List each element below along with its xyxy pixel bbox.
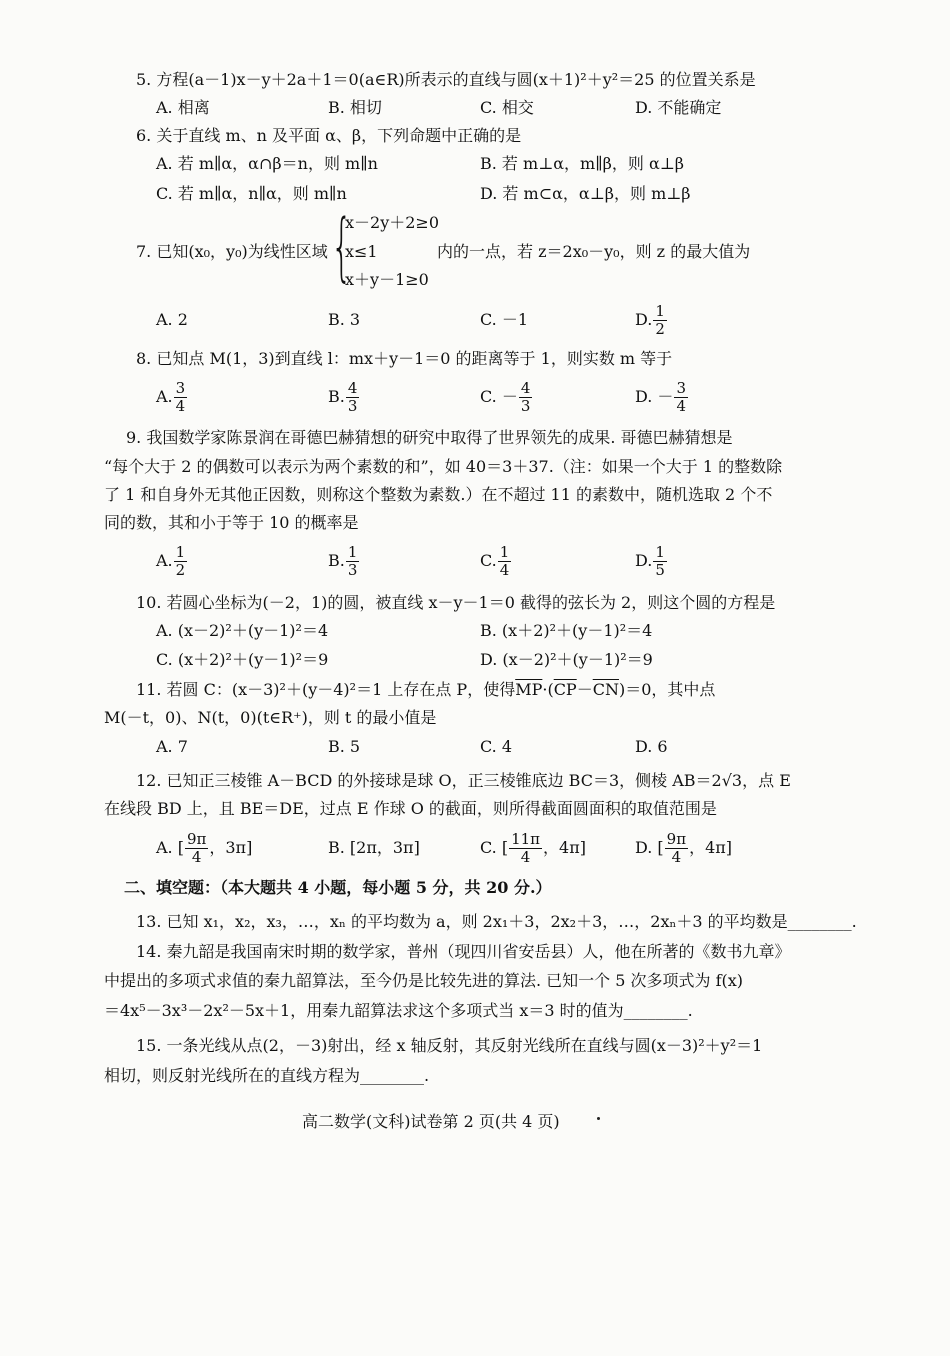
q13-text: 13. 已知 x₁，x₂，x₃，…，xₙ 的平均数为 a，则 2x₁＋3，2x₂＋3，…，2xₙ＋3 的平均数是________. — [136, 912, 857, 931]
numerator: 1 — [175, 543, 186, 561]
option-label: A. [ — [156, 838, 184, 857]
q11-option-d: D. 6 — [635, 737, 668, 756]
numerator: 11π — [511, 830, 541, 848]
q7-option-a: A. 2 — [156, 310, 188, 329]
q7-condition-2: x≤1 — [345, 242, 378, 261]
option-label: D. — [635, 551, 653, 570]
q5-option-d: D. 不能确定 — [635, 98, 722, 117]
fraction — [174, 381, 188, 414]
numerator: 4 — [347, 379, 358, 397]
q7-stem-suffix: 内的一点，若 z＝2x₀－y₀，则 z 的最大值为 — [437, 242, 751, 261]
q8-option-a — [156, 377, 188, 417]
q11-text-b: ·( — [542, 680, 554, 699]
q11-line-1 — [136, 680, 715, 700]
q5-option-b: B. 相切 — [328, 98, 382, 117]
option-label: D. － — [635, 387, 674, 406]
q11-line-2: M(－t，0)、N(t，0)(t∈R⁺)，则 t 的最小值是 — [104, 708, 437, 727]
fraction — [174, 545, 188, 578]
q7-option-d-fraction — [653, 304, 667, 337]
q7-option-d-label: D. — [635, 310, 653, 329]
q6-stem: 6. 关于直线 m、n 及平面 α、β，下列命题中正确的是 — [136, 126, 522, 145]
q15-line-1: 15. 一条光线从点(2，－3)射出，经 x 轴反射，其反射光线所在直线与圆(x－3)²＋y²＝1 — [136, 1036, 763, 1055]
q11-option-c: C. 4 — [480, 737, 513, 756]
denominator: 4 — [175, 397, 186, 415]
q8-option-c — [480, 377, 533, 417]
q7-stem-prefix: 7. 已知(x₀，y₀)为线性区域 — [136, 242, 328, 261]
q11-text-d: )＝0，其中点 — [618, 680, 716, 699]
fraction — [346, 545, 360, 578]
q7-option-b: B. 3 — [328, 310, 361, 329]
q5-stem: 5. 方程(a－1)x－y＋2a＋1＝0(a∈R)所表示的直线与圆(x＋1)²＋y²＝25 的位置关系是 — [136, 70, 756, 89]
q8-option-b — [328, 377, 360, 417]
q11-option-a: A. 7 — [156, 737, 188, 756]
denominator: 4 — [520, 848, 531, 866]
q14-line-1: 14. 秦九韶是我国南宋时期的数学家，普州（现四川省安岳县）人，他在所著的《数书九章》 — [136, 942, 791, 961]
fraction — [665, 832, 688, 865]
q7-condition-1: x－2y＋2≥0 — [345, 213, 440, 232]
denominator: 4 — [499, 561, 510, 579]
q10-option-a: A. (x－2)²＋(y－1)²＝4 — [156, 621, 329, 640]
q6-option-c: C. 若 m∥α，n∥α，则 m∥n — [156, 184, 347, 203]
q10-option-b: B. (x＋2)²＋(y－1)²＝4 — [480, 621, 653, 640]
q10-stem: 10. 若圆心坐标为(－2，1)的圆，被直线 x－y－1＝0 截得的弦长为 2，则这个圆的方程是 — [136, 593, 776, 612]
q7-option-d — [635, 300, 668, 340]
numerator: 1 — [347, 543, 358, 561]
q11-option-b: B. 5 — [328, 737, 361, 756]
vector-cp: $\overline{CP}$ — [553, 680, 577, 699]
q5-option-c: C. 相交 — [480, 98, 534, 117]
fraction — [653, 545, 667, 578]
q14-line-3: ＝4x⁵－3x³－2x²－5x＋1，用秦九韶算法求这个多项式当 x＝3 时的值为________. — [104, 1001, 693, 1020]
numerator: 1 — [655, 543, 665, 561]
q12-option-d — [635, 828, 732, 868]
q12-line-1: 12. 已知正三棱锥 A－BCD 的外接球是球 O，正三棱锥底边 BC＝3，侧棱 AB＝2√3，点 E — [136, 771, 791, 790]
fraction — [519, 381, 533, 414]
scan-speck — [597, 1117, 600, 1120]
numerator: 1 — [655, 302, 665, 320]
q10-option-c: C. (x＋2)²＋(y－1)²＝9 — [156, 650, 329, 669]
q11-text-c: － — [576, 680, 593, 699]
q15-line-2: 相切，则反射光线所在的直线方程为________. — [104, 1066, 430, 1085]
q9-line-1: 9. 我国数学家陈景润在哥德巴赫猜想的研究中取得了世界领先的成果. 哥德巴赫猜想是 — [126, 428, 733, 447]
q8-option-d — [635, 377, 689, 417]
option-label: B. — [328, 551, 345, 570]
option-label: C. — [480, 551, 497, 570]
option-tail: ，3π] — [209, 838, 253, 857]
option-label: C. － — [480, 387, 518, 406]
numerator: 3 — [175, 379, 186, 397]
q9-line-2: “每个大于 2 的偶数可以表示为两个素数的和”，如 40＝3＋37.（注：如果一个大于 1 的整数除 — [104, 457, 783, 476]
q12-option-c — [480, 828, 586, 868]
q11-text-a: 11. 若圆 C：(x－3)²＋(y－4)²＝1 上存在点 P，使得 — [136, 680, 516, 699]
fraction — [509, 832, 542, 865]
denominator: 3 — [347, 561, 358, 579]
q12-option-b: B. [2π，3π] — [328, 838, 420, 857]
q10-option-d: D. (x－2)²＋(y－1)²＝9 — [480, 650, 653, 669]
numerator: 9π — [666, 830, 687, 848]
q8-stem: 8. 已知点 M(1，3)到直线 l：mx＋y－1＝0 的距离等于 1，则实数 m 等于 — [136, 349, 673, 368]
denominator: 3 — [347, 397, 358, 415]
q9-line-4: 同的数，其和小于等于 10 的概率是 — [104, 513, 359, 532]
section-heading-fill-in: 二、填空题：（本大题共 4 小题，每小题 5 分，共 20 分.） — [124, 878, 552, 897]
q5-option-a: A. 相离 — [156, 98, 210, 117]
option-tail: ，4π] — [689, 838, 733, 857]
q9-option-b — [328, 541, 360, 581]
q12-option-a — [156, 828, 252, 868]
option-tail: ，4π] — [543, 838, 586, 857]
q6-option-a: A. 若 m∥α，α∩β＝n，则 m∥n — [156, 154, 378, 173]
q9-option-a — [156, 541, 188, 581]
option-label: D. [ — [635, 838, 664, 857]
denominator: 3 — [520, 397, 531, 415]
q9-line-3: 了 1 和自身外无其他正因数，则称这个整数为素数.）在不超过 11 的素数中，随机选取 2 个不 — [104, 485, 773, 504]
option-label: A. — [156, 387, 173, 406]
q9-option-c — [480, 541, 512, 581]
vector-mp: $\overline{MP}$ — [515, 680, 543, 699]
q14-line-2: 中提出的多项式求值的秦九韶算法，至今仍是比较先进的算法. 已知一个 5 次多项式为 f(x) — [104, 971, 744, 990]
denominator: 4 — [191, 848, 202, 866]
numerator: 1 — [499, 543, 510, 561]
q7-brace: { — [331, 204, 353, 290]
denominator: 4 — [671, 848, 682, 866]
denominator: 2 — [655, 320, 665, 338]
option-label: C. [ — [480, 838, 509, 857]
fraction — [674, 381, 688, 414]
q12-line-2: 在线段 BD 上，且 BE＝DE，过点 E 作球 O 的截面，则所得截面圆面积的取值范围是 — [104, 799, 717, 818]
option-label: A. — [156, 551, 173, 570]
q6-option-d: D. 若 m⊂α，α⊥β，则 m⊥β — [480, 184, 691, 203]
numerator: 9π — [186, 830, 207, 848]
denominator: 2 — [175, 561, 186, 579]
numerator: 3 — [676, 379, 686, 397]
q7-condition-3: x＋y－1≥0 — [345, 270, 429, 289]
q7-option-c: C. －1 — [480, 310, 529, 329]
fraction — [185, 832, 208, 865]
fraction — [346, 381, 360, 414]
vector-cn: $\overline{CN}$ — [592, 680, 619, 699]
q9-option-d — [635, 541, 668, 581]
q6-option-b: B. 若 m⊥α，m∥β，则 α⊥β — [480, 154, 685, 173]
denominator: 5 — [655, 561, 665, 579]
fraction — [498, 545, 512, 578]
page-footer: 高二数学(文科)试卷第 2 页(共 4 页) — [302, 1112, 560, 1131]
option-label: B. — [328, 387, 345, 406]
denominator: 4 — [676, 397, 686, 415]
numerator: 4 — [520, 379, 531, 397]
